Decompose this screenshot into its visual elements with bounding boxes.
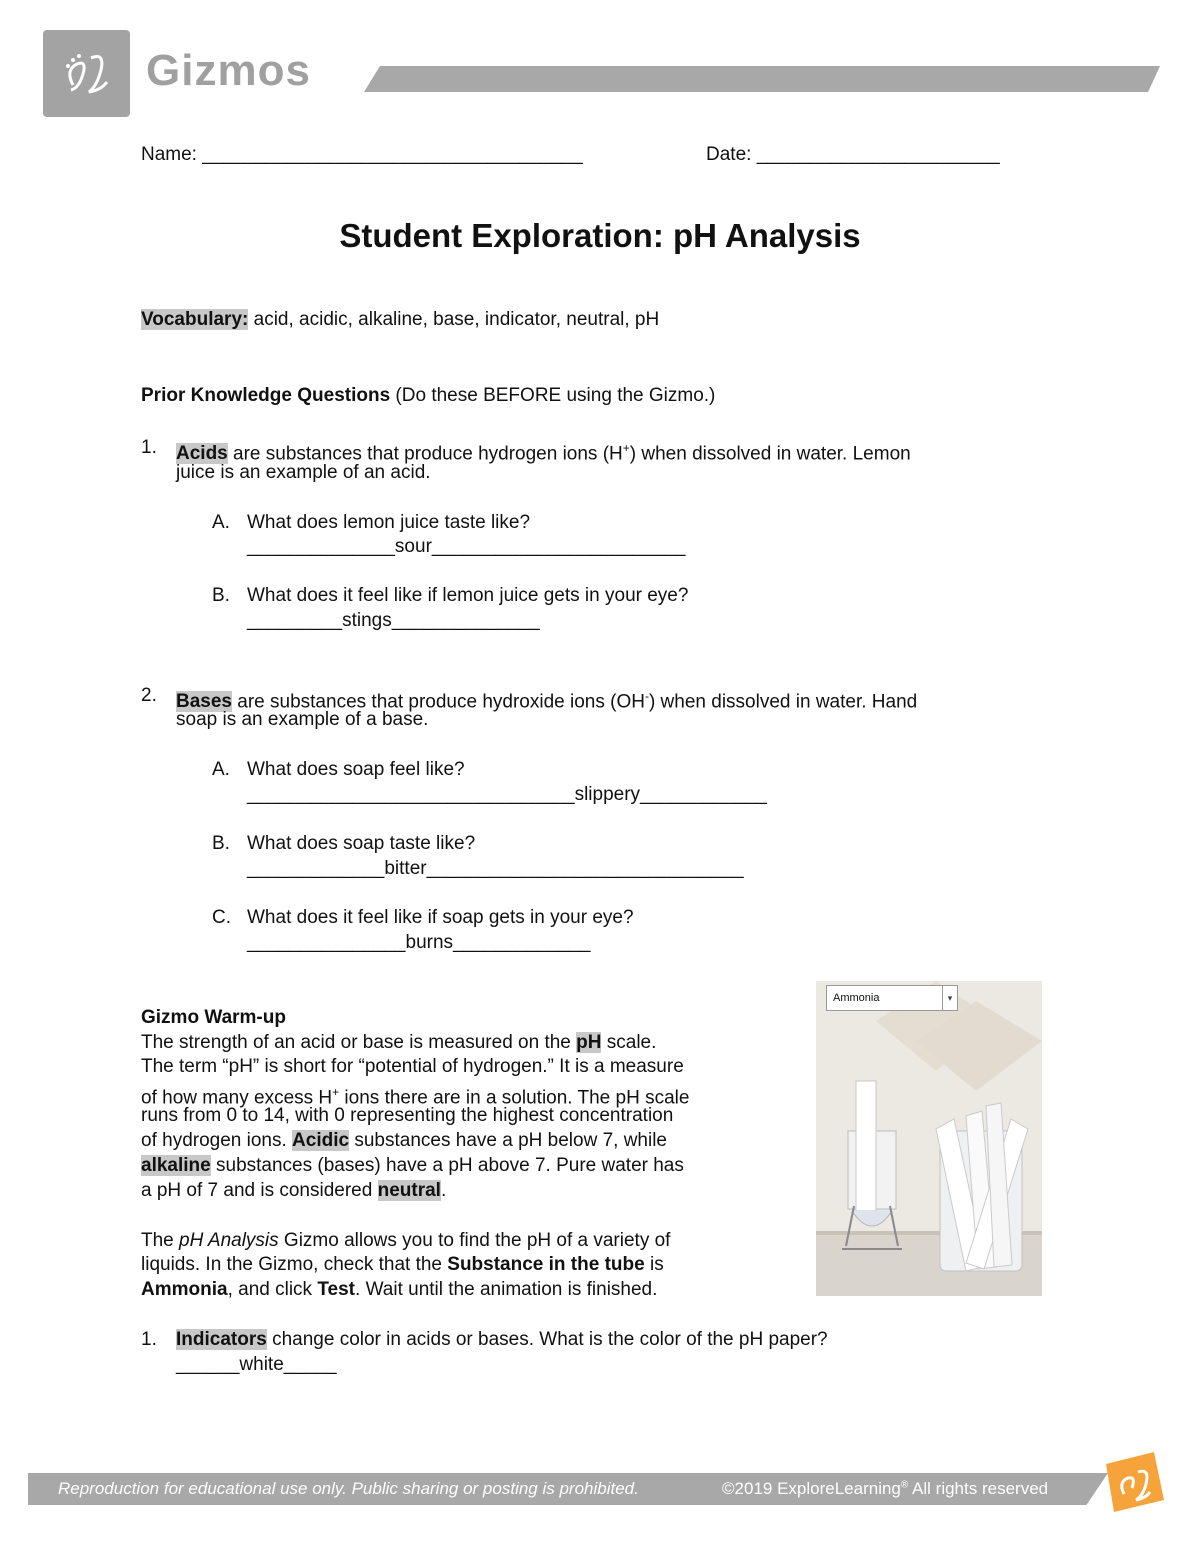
q2a-answer[interactable]: _______________________________slippery____________ <box>247 784 767 805</box>
warmup-text: is <box>644 1254 664 1275</box>
warmup-sup: + <box>332 1085 340 1099</box>
el-logo-icon <box>43 30 130 117</box>
copyright-year: 2019 <box>734 1479 773 1498</box>
q2a-letter: A. <box>212 759 230 780</box>
date-field[interactable] <box>706 143 1000 167</box>
date-label: Date: <box>706 144 757 165</box>
explorelearning-logo-icon <box>1098 1450 1168 1516</box>
q2a-question: What does soap feel like? <box>247 759 465 780</box>
vocabulary-terms: acid, acidic, alkaline, base, indicator, neutral, pH <box>248 309 660 330</box>
q2-text-line2: soap is an example of a base. <box>176 709 429 730</box>
q2c-answer[interactable]: _______________burns_____________ <box>247 932 591 953</box>
q1-sup: + <box>622 441 630 455</box>
warmup-text: of hydrogen ions. <box>141 1130 293 1151</box>
q2b-question: What does soap taste like? <box>247 833 476 854</box>
copyright-org: ExploreLearning <box>772 1479 901 1498</box>
q2-sup: - <box>644 689 649 703</box>
q2-number: 2. <box>141 685 157 706</box>
date-blank[interactable]: _______________________ <box>756 144 1000 165</box>
footer-copyright <box>722 1479 1048 1499</box>
warmup-text: Gizmo allows you to find the pH of a variety of <box>278 1230 671 1251</box>
q2c-question: What does it feel like if soap gets in your eye? <box>247 907 634 928</box>
q2b-letter: B. <box>212 833 230 854</box>
warmup-text: scale. <box>601 1032 657 1053</box>
q1b-answer[interactable]: _________stings______________ <box>247 610 540 631</box>
warmup-text: liquids. In the Gizmo, check that the <box>141 1254 448 1275</box>
warmup-p1-l5 <box>141 1129 667 1153</box>
warmup-text: a pH of 7 and is considered <box>141 1180 378 1201</box>
warmup-text: . Wait until the animation is finished. <box>355 1279 658 1300</box>
q1a-question: What does lemon juice taste like? <box>247 512 531 533</box>
q1-number: 1. <box>141 437 157 458</box>
prior-note: (Do these BEFORE using the Gizmo.) <box>390 385 716 406</box>
alkaline-term: alkaline <box>141 1155 211 1176</box>
registered-mark: ® <box>900 1479 909 1491</box>
warmup-p1-l1 <box>141 1031 656 1055</box>
warmup-text: substances (bases) have a pH above 7. Pure water has <box>210 1155 684 1176</box>
q1b-question: What does it feel like if lemon juice gets in your eye? <box>247 585 689 606</box>
warmup-text: The <box>141 1230 180 1251</box>
q1-text-part: are substances that produce hydrogen ions (H <box>227 443 623 465</box>
warmup-p2-l2 <box>141 1253 664 1277</box>
warmup-p1-l2: The term “pH” is short for “potential of hydrogen.” It is a measure <box>141 1056 684 1077</box>
indicators-term: Indicators <box>176 1329 267 1350</box>
lab-scene <box>816 981 1042 1296</box>
warmup-text: , and click <box>227 1279 318 1300</box>
q1a-letter: A. <box>212 512 230 533</box>
footer-notice: Reproduction for educational use only. Public sharing or posting is prohibited. <box>58 1479 639 1498</box>
warmup-text: substances have a pH below 7, while <box>349 1130 667 1151</box>
warmup-p1-l7 <box>141 1179 446 1203</box>
vocabulary-label: Vocabulary: <box>141 309 249 330</box>
name-blank[interactable]: ____________________________________ <box>202 144 583 165</box>
name-field[interactable] <box>141 143 583 167</box>
q1-text-line2: juice is an example of an acid. <box>176 462 431 483</box>
ammonia-label: Ammonia <box>141 1279 228 1300</box>
substance-dropdown-value: Ammonia <box>833 992 880 1004</box>
warmup-p1-l6 <box>141 1154 684 1178</box>
neutral-term: neutral <box>377 1180 441 1201</box>
warmup-text: The strength of an acid or base is measured on the <box>141 1032 577 1053</box>
brand-name: Gizmos <box>146 46 311 95</box>
warmup-q1-answer[interactable]: ______white_____ <box>176 1354 337 1375</box>
warmup-text: ions there are in a solution. The pH scale <box>339 1087 690 1109</box>
test-label: Test <box>317 1279 356 1300</box>
q1b-letter: B. <box>212 585 230 606</box>
warmup-q1-number: 1. <box>141 1329 157 1350</box>
q2-term: Bases <box>176 691 232 713</box>
warmup-text: change color in acids or bases. What is the color of the pH paper? <box>266 1329 828 1350</box>
chevron-down-icon[interactable]: ▾ <box>942 986 957 1010</box>
copyright-symbol: © <box>722 1479 735 1498</box>
page-title: Student Exploration: pH Analysis <box>339 217 861 254</box>
q2-text-part2: ) when dissolved in water. Hand <box>648 691 918 713</box>
warmup-p2-l3 <box>141 1278 657 1302</box>
prior-heading: Prior Knowledge Questions <box>141 385 391 406</box>
warmup-text: . <box>440 1180 447 1201</box>
ph-term: pH <box>576 1032 602 1053</box>
acidic-term: Acidic <box>292 1130 350 1151</box>
q1-text-part2: ) when dissolved in water. Lemon <box>629 443 911 465</box>
warmup-p1-l4: runs from 0 to 14, with 0 representing the highest concentration <box>141 1105 674 1126</box>
warmup-heading: Gizmo Warm-up <box>141 1007 286 1028</box>
gizmos-logo <box>43 30 130 117</box>
gizmo-screenshot <box>816 981 1042 1296</box>
vocabulary-line <box>141 308 659 332</box>
prior-heading-line <box>141 384 715 408</box>
header-bar <box>364 66 1160 92</box>
substance-dropdown[interactable] <box>826 985 958 1011</box>
warmup-p2-l1 <box>141 1229 670 1253</box>
gizmo-name: pH Analysis <box>179 1230 279 1251</box>
q2c-letter: C. <box>212 907 231 928</box>
name-label: Name: <box>141 144 203 165</box>
q1-term: Acids <box>176 443 228 465</box>
substance-control: Substance in the tube <box>447 1254 645 1275</box>
warmup-text: of how many excess H <box>141 1087 333 1109</box>
q2-text-part: are substances that produce hydroxide ions (OH <box>232 691 645 713</box>
warmup-q1-text <box>176 1328 828 1352</box>
q1a-answer[interactable]: ______________sour________________________ <box>247 536 686 557</box>
copyright-tail: All rights reserved <box>908 1479 1049 1498</box>
q2b-answer[interactable]: _____________bitter______________________________ <box>247 858 744 879</box>
